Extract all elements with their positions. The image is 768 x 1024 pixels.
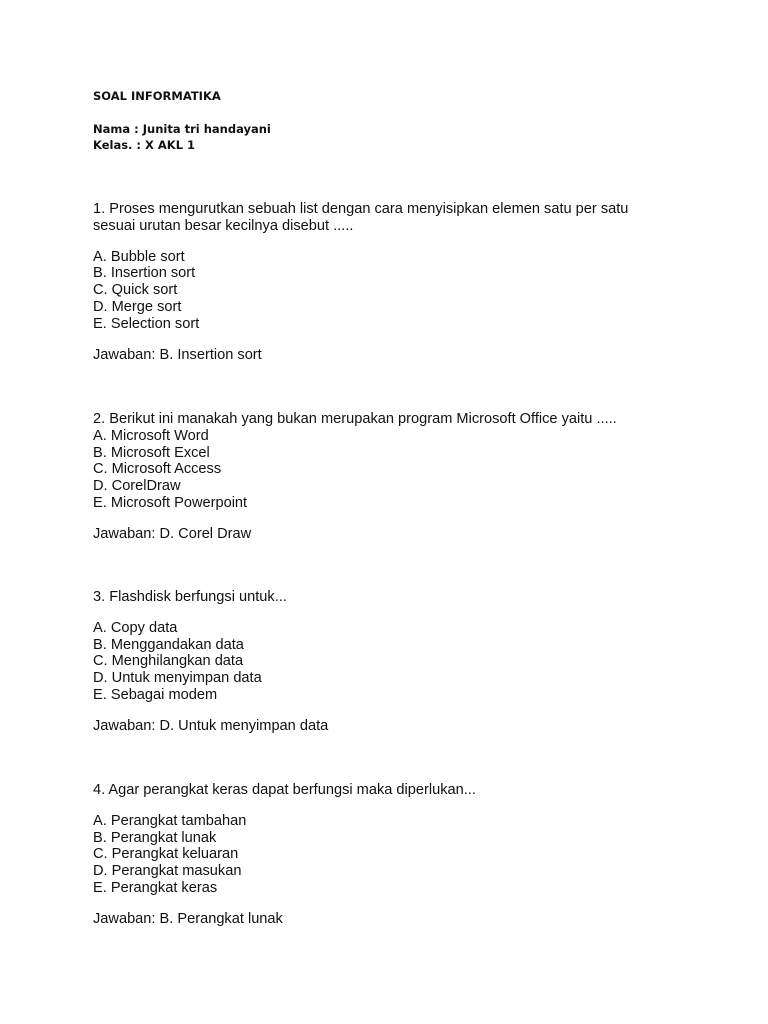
answer-option: A. Perangkat tambahan — [93, 812, 247, 829]
answer-option: A. Copy data — [93, 619, 178, 636]
answer-option: D. Merge sort — [93, 298, 182, 315]
answer-option: B. Microsoft Excel — [93, 444, 210, 461]
answer-key: Jawaban: D. Untuk menyimpan data — [93, 717, 329, 734]
question-2 — [93, 411, 693, 543]
answer-key: Jawaban: B. Perangkat lunak — [93, 910, 283, 927]
question-text-line: 4. Agar perangkat keras dapat berfungsi maka diperlukan... — [93, 782, 476, 798]
answer-option: D. Untuk menyimpan data — [93, 670, 262, 687]
question-text-line: 2. Berikut ini manakah yang bukan merupakan program Microsoft Office yaitu ..... — [93, 411, 617, 427]
student-class: Kelas. : X AKL 1 — [93, 138, 196, 152]
answer-option: E. Selection sort — [93, 315, 200, 332]
answer-option: B. Menggandakan data — [93, 636, 244, 653]
answer-option: C. Quick sort — [93, 282, 178, 299]
answer-key: Jawaban: B. Insertion sort — [93, 346, 262, 363]
answer-option: C. Perangkat keluaran — [93, 846, 239, 863]
answer-option: D. CorelDraw — [93, 478, 181, 495]
question-1 — [93, 201, 693, 363]
answer-option: E. Perangkat keras — [93, 879, 218, 896]
answer-option: B. Perangkat lunak — [93, 829, 217, 846]
answer-option: D. Perangkat masukan — [93, 863, 242, 880]
answer-option: C. Menghilangkan data — [93, 653, 244, 670]
question-3 — [93, 589, 693, 735]
document-title: SOAL INFORMATIKA — [93, 89, 221, 103]
student-name: Nama : Junita tri handayani — [93, 122, 271, 136]
question-text-line: sesuai urutan besar kecilnya disebut ..... — [93, 217, 354, 234]
answer-option: B. Insertion sort — [93, 265, 196, 282]
answer-option: A. Bubble sort — [93, 248, 185, 265]
answer-option: E. Sebagai modem — [93, 686, 218, 703]
answer-option: C. Microsoft Access — [93, 461, 222, 478]
question-4 — [93, 782, 693, 928]
answer-option: A. Microsoft Word — [93, 427, 209, 444]
question-text-line: 3. Flashdisk berfungsi untuk... — [93, 589, 287, 605]
answer-option: E. Microsoft Powerpoint — [93, 494, 248, 511]
answer-key: Jawaban: D. Corel Draw — [93, 525, 252, 542]
question-text-line: 1. Proses mengurutkan sebuah list dengan cara menyisipkan elemen satu per satu — [93, 201, 629, 217]
